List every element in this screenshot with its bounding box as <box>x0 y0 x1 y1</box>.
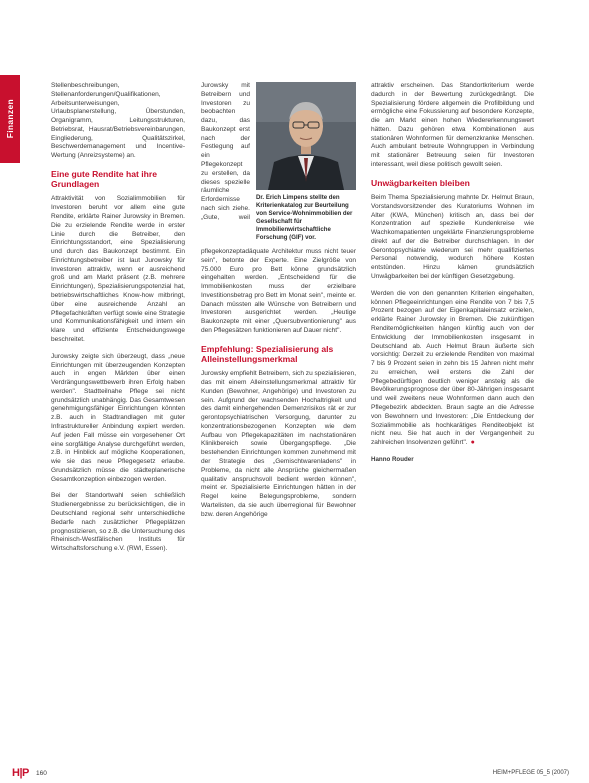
page-footer <box>0 763 589 783</box>
paragraph: Beim Thema Spezialisierung mahnte Dr. Helmut Braun, Vorstandsvorsitzender des Kuratoriums Wohnen im Alter (KWA, München) kritisch an, dass bei der Konzentration auf spezielle Kundenkreise wie Wachkomapatienten ungeklärte Finanzierungsprobleme direkt auf der die Betreiber durchschlagen. In der Gerontopsychiatrie wiederum sei mehr qualifiziertes Personal notwendig, wodurch höhere Kosten entstünden. Hinzu kämen grundsätzlich Unwägbarkeiten bei der künftigen Gesetzgebung. <box>371 194 534 281</box>
portrait-photo <box>256 82 356 190</box>
article-column-1 <box>51 82 185 762</box>
paragraph: Jurowsky empfiehlt Betreibern, sich zu spezialisieren, das mit einem Alleinstellungsmerkmal attraktiv für Kunden (Bewohner, Angehörige) und Investoren zu sein. Aufgrund der wachsenden Hochaltrigkeit und des damit einhergehenden Demenzrisikos rät er zur gerontopsychiatrischen Versorgung, darunter zu konzentrationsbezogenen Konzepten wie dem Aufbau von Pflegekapazitäten im nachstationären Klinikbereich sowie Übergangspflege. „Die bestehenden Einrichtungen kommen zunehmend mit der Strategie des „Gemischtwarenladens" in Probleme, da nicht alle Ansprüche gleichermaßen qualitativ anspruchsvoll bedient werden können", meint er. Spezialisierte Einrichtungen hätten in der Regel keine Belegungsprobleme, sondern Wartelisten, da sie auch überregional für Bewohner bzw. deren Angehörige <box>201 370 356 518</box>
magazine-logo: H|P <box>12 767 29 779</box>
subheading: Unwägbarkeiten bleiben <box>371 177 470 188</box>
paragraph <box>371 290 534 448</box>
portrait-figure <box>256 82 356 242</box>
paragraph: Jurowsky zeigte sich überzeugt, dass „neue Einrichtungen mit überzeugenden Konzepten auch in engen Märkten über einen Verdrängungswettbewerb ihren Erfolg haben werden". Stadtteilnahe Pflege sei nicht grundsätzlich unabhängig. Das Gesamtwesen genehmigungsfähiger Einrichtungen könnten z.B. auch in Stadtrandlagen mit guter Infrastruktureller Anbindung expiert werden. Auf jeden Fall müsse ein vorgesehener Ort eine sorgfältige Analyse durchgeführt werden, z.B. in Hinblick auf mögliche Kooperationen, wie sie das neue Pflegegesetz erlaube. Grundsätzlich müsse die städteplanerische Gesamtkonzeption einbezogen werden. <box>51 352 185 483</box>
paragraph: attraktiv erscheinen. Das Standortkriterium werde dadurch in der Bewertung zurückgedrängt. Die Spezialisierung fördere allgemein die Profilbildung und ermögliche eine Fokussierung auf besondere Konzepte, die am Markt einen hohen Wiedererkennungswert hätten. Dazu gehören etwa Kombinationen aus stationären Wohnformen für demenzkranke Menschen. Auch ambulant betreute Wohngruppen in Verbindung mit stationärer Betreuung seien für Investoren interessant, weil diese politisch gewollt seien. <box>371 82 534 169</box>
section-tab-label: Finanzen <box>5 99 15 139</box>
article-column-2 <box>201 82 356 762</box>
photo-caption: Dr. Erich Limpens stellte den Kriterienkatalog zur Beurteilung von Service-Wohnimmobilien der Gesellschaft für Immobilienwirtschaftliche Forschung (GIF) vor. <box>256 194 353 241</box>
paragraph: Bei der Standortwahl seien schließlich Studienergebnisse zu berücksichtigen, die in Deutschland regional sehr unterschiedliche Bedarfe nach zusätzlicher Pflegeplätzen prognostizieren, so z.B. die Untersuchung des Rheinisch-Westfälischen Instituts für Wirtschaftsforschung e.V. (RWI, Essen). <box>51 492 185 553</box>
journal-issue: HEIM+PFLEGE 05_5 (2007) <box>492 770 569 776</box>
section-tab <box>0 75 20 163</box>
paragraph-text: Werden die von den genannten Kriterien eingehalten, können Pflegeeinrichtungen eine Rendite von 7 bis 7,5 Prozent bezogen auf der Eigenkapitaleinsatz erzielen, erklärte Rainer Jurowsky in Bremen. Die zukünftigen Renditemöglichkeiten hängen künftig auch von der Entwicklung der Immobilienkosten insgesamt in Deutschland ab. Auch Helmut Braun äußerte sich vorsichtig: Derzeit zu erzielende Renditen von maximal 7 bis 9 Prozent seien in zehn bis 15 Jahren nicht mehr zu erreichen, weil erstens die Zahl der Pflegebedürftigen deutlich weniger ansteig als die Bevölkerungsprognose der über 80-Jährigen insgesamt und weil zweitens neue Wohnformen dann auch den Pflegebezirk abdeckten. Braun sagte an die Adresse von Bewohnern und Investoren: „Die Entdeckung der Sozialimmobilie als hochkarätiges Renditeobjekt ist nicht neu. Sie hat auch in der Vergangenheit zu zahlreichen Insolvenzen geführt". <box>371 289 534 447</box>
subheading: Eine gute Rendite hat ihre Grundlagen <box>51 169 158 190</box>
paragraph: Attraktivität von Sozialimmobilien für Investoren beruht vor allem eine gute Rendite, erklärte Rainer Jurowsky in Bremen. Die zu erzielende Rendite werde in erster Linie durch die Betreiber, den Einrichtungsstandort, eine Spezialisierung und durch das Baukonzept bestimmt. Ein Einrichtungsbetreiber ist laut Jurowsky für Investoren attraktiv, wenn er ausreichend groß und am Markt präsent (z.B. mehrere Einrichtungen), Spezialisierungspotenzial hat, betriebswirtschaftliches Know-how mitbringt, über eine ausreichende Anzahl an Pflegefachkräften verfügt sowie eine Strategie und Kommunikationsfähigkeit und intern ein klare und effiziente Entscheidungswege beschreitet. <box>51 195 185 343</box>
paragraph: Stellenbeschreibungen, Stellenanforderungen/Qualifikationen, Arbeitsunterweisungen, Urlaubsplanerstellung, Überstunden, Organigramm, Leitungsstrukturen, Betriebsrat, Hausrat/Betriebsvereinbarungen, Eingliederung, Qualitätszirkel, Beschwerdemanagement und Incentive-Wertung (Anreizsysteme) an. <box>51 82 185 160</box>
author-name: Hanno Rouder <box>371 455 414 463</box>
subheading: Empfehlung: Spezialisierung als Alleinstellungsmerkmal <box>201 343 334 365</box>
paragraph: Jurowsky mit Betreibern und Investoren zu beobachten dazu, das Baukonzept erst nach der Festlegung auf ein Pflegekonzept zu erstellen, da dieses spezielle räumliche Erfordernisse nach sich ziehe. „Gute, weil pflegekonzeptadäquate Architektur muss nicht teuer sein", betonte der Experte. Eine Zielgröße von 75.000 Euro pro Bett könne grundsätzlich eingehalten werden. „Entscheidend für die Immobilienkosten muss der erzielbare Investitionsbetrag pro Bett im Monat sein", meinte er. Danach müssten alle Wünsche von Betreibern und Investoren ausgerichtet werden. „Heutige Baukonzepte mit einer „Quersubventionierung" aus den Pflegesätzen funktionieren auf Dauer nicht". <box>201 82 356 335</box>
article-end-mark: ● <box>470 439 475 447</box>
page-number: 160 <box>36 770 47 777</box>
article-column-3 <box>371 82 534 762</box>
